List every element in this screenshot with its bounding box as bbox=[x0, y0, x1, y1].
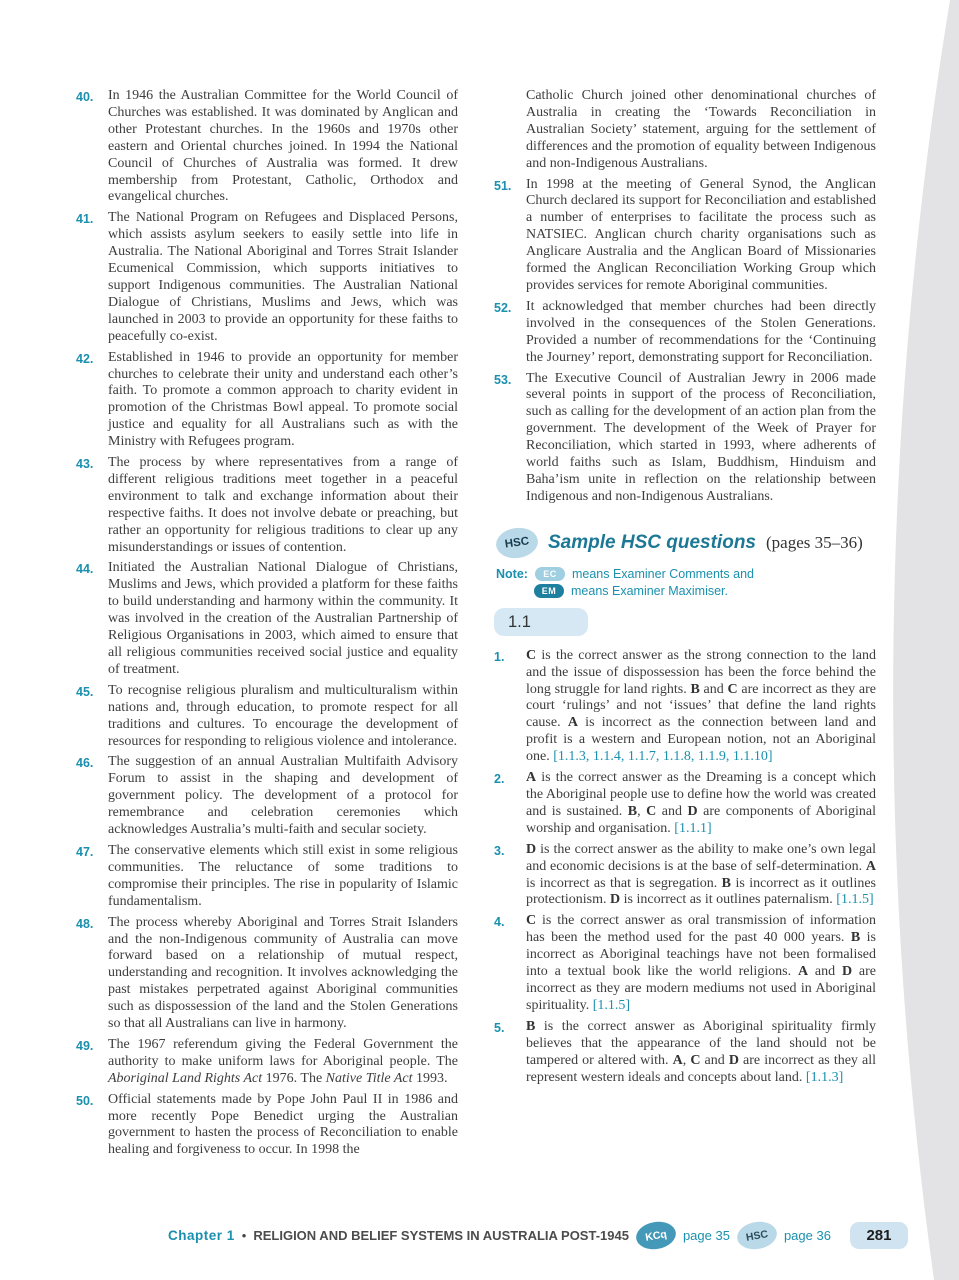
answer-number: 40. bbox=[76, 90, 94, 104]
text-run: C bbox=[727, 681, 738, 697]
hsc-answers-list bbox=[494, 648, 876, 1087]
text-run: is the correct answer as oral transmission of information has been the method used for the past 40 000 years. bbox=[526, 913, 876, 946]
text-run: The National Program on Refugees and Displaced Persons, which assists asylum seekers to easily settle into life in Australia. The National Aboriginal and Torres Strait Islander Ecumenical Commission, which supports initiatives to support Indigenous communities. The Australian National Dialogue of Christians, Muslims and Jews, which was launched in 2003 to provide an opportunity for these faiths to peacefully co-exist. bbox=[108, 210, 458, 344]
answer-text bbox=[108, 455, 458, 556]
text-run: are incorrect as they are court ‘rulings’ and not ‘issues’ that define the land rights cause. bbox=[526, 681, 876, 731]
hsc-badge: HSC bbox=[494, 525, 540, 561]
page-number: 281 bbox=[850, 1222, 908, 1249]
text-run: B bbox=[690, 681, 700, 697]
text-run: and bbox=[700, 1052, 729, 1068]
answer-number: 41. bbox=[76, 212, 94, 227]
answer-number: 3. bbox=[494, 843, 505, 858]
chapter-label: Chapter 1 bbox=[168, 1228, 235, 1243]
answer-number: 5. bbox=[494, 1020, 505, 1035]
answer-item bbox=[76, 843, 458, 911]
text-run: In 1946 the Australian Committee for the World Council of Churches was established. It was dominated by Anglican and other Protestant churches. In the 1960s and 1970s other eastern and Oriental churches joined. In 1994 the National Council of Churches of Australia was formed. It drew membership from Protestant, Catholic, Orthodox and evangelical churches. bbox=[108, 88, 458, 205]
text-run: C bbox=[690, 1052, 701, 1068]
text-run: A bbox=[672, 1052, 683, 1068]
answer-number: 51. bbox=[494, 178, 512, 193]
answer-text bbox=[526, 913, 876, 1014]
text-run: is the correct answer as the ability to make one’s own legal and economic decisions is at the base of self-determination. bbox=[526, 841, 876, 874]
syllabus-reference: [1.1.5] bbox=[836, 892, 874, 908]
text-run: is incorrect as Aboriginal teachings have not been formalised into a textual book like the world religions. bbox=[526, 930, 876, 980]
examiner-comments-badge: EC bbox=[535, 567, 565, 581]
answer-item bbox=[494, 913, 876, 1014]
hsc-page-ref: page 36 bbox=[783, 1228, 831, 1243]
chapter-title: RELIGION AND BELIEF SYSTEMS IN AUSTRALIA POST-1945 bbox=[253, 1228, 629, 1243]
syllabus-reference: [1.1.1] bbox=[674, 820, 712, 836]
hsc-section-header bbox=[496, 528, 876, 558]
text-run: and bbox=[808, 964, 842, 980]
answer-number: 43. bbox=[76, 457, 94, 472]
hsc-footer-badge: HSC bbox=[735, 1219, 779, 1253]
answer-item bbox=[494, 842, 876, 910]
answer-text bbox=[108, 560, 458, 678]
answer-text bbox=[108, 754, 458, 839]
answer-item bbox=[494, 770, 876, 838]
text-run: The process whereby Aboriginal and Torres Strait Islanders and the non-Indigenous community of Australia can move forward based on a relationship of mutual respect, understanding and recognition. It involves acknowledging the past mistakes perpetrated against Aboriginal communities such as dispossession of the land and the Stolen Generations so that all Australians can live in harmony. bbox=[108, 914, 458, 1032]
examiner-comments-text: means Examiner Comments and bbox=[571, 566, 754, 581]
answer-text bbox=[108, 683, 458, 751]
answer-item bbox=[76, 210, 458, 345]
page-footer bbox=[168, 1222, 908, 1249]
text-run: C bbox=[526, 647, 537, 663]
text-run: Native Title Act bbox=[325, 1070, 413, 1086]
answer-item bbox=[76, 560, 458, 678]
text-run: Aboriginal Land Rights Act bbox=[108, 1070, 263, 1086]
text-run: is incorrect as it outlines protectionism. bbox=[526, 875, 877, 908]
note-label: Note: bbox=[496, 566, 528, 581]
text-run: In 1998 at the meeting of General Synod, the Anglican Church declared its support for Reconciliation and established a number of enterprises to facilitate the process such as NATSIEC. Anglican church charity organisations such as Anglicare Australia and the Anglican Board of Missionaries formed the Anglican Reconciliation Working Group which provides services for remote Aboriginal communities. bbox=[526, 176, 876, 293]
answer-number: 53. bbox=[494, 372, 512, 387]
text-run: Established in 1946 to provide an opportunity for member churches to celebrate their unity and understand each other’s faith. To promote a common approach to charity evident in promotion of the Christmas Bowl appeal. To promote social justice and equality for all Australians such as with the Ministry with Refugees program. bbox=[108, 349, 458, 450]
hsc-section-pages: (pages 35–36) bbox=[766, 532, 863, 552]
text-run: is incorrect as that is segregation. bbox=[526, 875, 722, 891]
text-run: are incorrect as they all represent western ideals and concepts about land. bbox=[526, 1052, 877, 1085]
answer-item bbox=[76, 683, 458, 751]
answer-text bbox=[526, 648, 876, 766]
note-line-em bbox=[534, 584, 876, 598]
answer-item bbox=[76, 350, 458, 451]
text-run: 1976. The bbox=[262, 1070, 326, 1086]
text-run: , bbox=[682, 1052, 691, 1068]
text-run: Catholic Church joined other denominational churches of Australia in creating the ‘Towards Reconciliation in Australian Society’ statement, arguing for the settlement of differences and the promotion of equality between Indigenous and non-Indigenous Australians. bbox=[526, 88, 876, 171]
text-run: is the correct answer as the Dreaming is a concept which the Aboriginal people use to define how the world was created and is sustained. bbox=[526, 770, 876, 819]
answer-text bbox=[108, 88, 458, 206]
text-run: and bbox=[699, 681, 728, 697]
answers-right-list bbox=[494, 177, 876, 506]
text-run: C bbox=[646, 803, 657, 819]
answer-item bbox=[494, 177, 876, 295]
text-run: A bbox=[526, 770, 537, 786]
footer-bullet: • bbox=[241, 1228, 247, 1243]
text-run: A bbox=[865, 858, 876, 874]
answer-text bbox=[108, 1092, 458, 1160]
section-1-1-badge: 1.1 bbox=[494, 608, 588, 636]
answer-text bbox=[526, 299, 876, 367]
answer-text bbox=[526, 1019, 876, 1087]
answer-number: 52. bbox=[494, 300, 512, 315]
answer-number: 4. bbox=[494, 915, 505, 930]
examiner-maximiser-badge: EM bbox=[534, 584, 564, 598]
answer-text bbox=[526, 177, 876, 295]
answer-item bbox=[76, 915, 458, 1033]
text-run: is the correct answer as Aboriginal spirituality firmly believes that the appearance of the land should not be tampered or altered with. bbox=[526, 1018, 876, 1068]
text-run: B bbox=[850, 930, 861, 946]
kcq-page-ref: page 35 bbox=[682, 1228, 730, 1243]
text-run: D bbox=[728, 1052, 739, 1068]
syllabus-reference: [1.1.3] bbox=[805, 1069, 844, 1085]
answer-item bbox=[494, 648, 876, 766]
answer-item bbox=[76, 1037, 458, 1088]
text-run: B bbox=[627, 803, 638, 819]
text-run: is the correct answer as the strong connection to the land and the issue of dispossession has been the force behind the long struggle for land rights. bbox=[526, 647, 876, 697]
answer-text bbox=[108, 1037, 458, 1088]
answers-column-left bbox=[76, 88, 458, 1163]
text-run: It acknowledged that member churches had been directly involved in the consequences of the Stolen Generations. Provided a number of recommendations for the ‘Continuing the Journey’ report, demonstrating support for Reconciliation. bbox=[526, 298, 876, 365]
answer-text bbox=[526, 770, 876, 838]
note-block bbox=[496, 567, 876, 598]
text-run: The Executive Council of Australian Jewry in 2006 made several points in support of the process of Reconciliation, such as calling for the development of an action plan from the government. The development of the Week of Prayer for Reconciliation, which started in 1993, where adherents of world faiths such as Islam, Buddhism, Hinduism and Baha’ism unite in reflection on the relationship between Indigenous and non-Indigenous Australians. bbox=[526, 370, 876, 504]
text-run: D bbox=[610, 892, 621, 908]
text-run: The process by where representatives from a range of different religious traditions meet together in a peaceful environment to talk and exchange information about their respective faiths. It does not involve debate or preaching, but rather an opportunity for religious traditions to clear up any misunderstandings or issues of contention. bbox=[108, 455, 458, 555]
text-run: C bbox=[526, 913, 537, 929]
hsc-section-title: Sample HSC questions bbox=[548, 531, 756, 553]
answer-item bbox=[494, 1019, 876, 1087]
text-run: 1993. bbox=[412, 1070, 448, 1086]
text-run: D bbox=[526, 841, 537, 857]
answer-number: 42. bbox=[76, 351, 94, 366]
answer-number: 46. bbox=[76, 756, 94, 771]
text-run: D bbox=[841, 964, 853, 980]
answer-number: 45. bbox=[76, 684, 94, 699]
answer-text bbox=[108, 843, 458, 911]
answer-text bbox=[108, 915, 458, 1033]
answer-number: 49. bbox=[76, 1038, 94, 1053]
answer-number: 47. bbox=[76, 844, 94, 859]
text-run: B bbox=[721, 875, 732, 891]
answer-text bbox=[108, 350, 458, 451]
text-run: A bbox=[797, 964, 809, 980]
kcq-badge: KCq bbox=[634, 1219, 678, 1253]
text-run: The suggestion of an annual Australian Multifaith Advisory Forum to assist in the shaping and development of government policy. The development of a protocol for remembrance and celebration ceremonies which acknowledges Australia’s multi-faith and secular society. bbox=[108, 754, 458, 838]
answer-item bbox=[76, 1092, 458, 1160]
syllabus-reference: [1.1.3, 1.1.4, 1.1.7, 1.1.8, 1.1.9, 1.1.10] bbox=[553, 749, 773, 765]
text-run: is incorrect as it outlines paternalism. bbox=[620, 892, 837, 908]
note-line-ec bbox=[496, 567, 876, 581]
answer-number: 50. bbox=[76, 1093, 94, 1108]
text-run: are components of Aboriginal worship and organisation. bbox=[526, 803, 877, 836]
answer-number: 48. bbox=[76, 916, 94, 931]
answer-text bbox=[526, 842, 876, 910]
answer-50-continuation bbox=[526, 88, 876, 173]
text-run: A bbox=[567, 715, 578, 731]
answer-number: 1. bbox=[494, 649, 505, 664]
answer-text bbox=[108, 210, 458, 345]
text-run: , bbox=[637, 803, 647, 819]
answer-item bbox=[76, 754, 458, 839]
text-run: are incorrect as they are modern mediums not used in Aboriginal spirituality. bbox=[526, 964, 877, 1013]
answer-item bbox=[76, 88, 458, 206]
text-run: To recognise religious pluralism and multiculturalism within nations and, through education, to promote respect for all traditions and cultures. To encourage the development of resources for responding to religious violence and intolerance. bbox=[108, 682, 458, 749]
answer-text bbox=[526, 371, 876, 506]
answers-column-right bbox=[494, 88, 876, 1090]
answer-item bbox=[76, 455, 458, 556]
text-run: Official statements made by Pope John Paul II in 1986 and more recently Pope Benedict urging the Australian government to hasten the process of Reconciliation to enable healing and forgiveness to occur. In 1998 the bbox=[108, 1091, 458, 1158]
answer-number: 44. bbox=[76, 562, 94, 577]
text-run: The 1967 referendum giving the Federal Government the authority to make uniform laws for Aboriginal people. The bbox=[108, 1036, 458, 1069]
text-run: is incorrect as the connection between land and profit is a western and European notion, not an Aboriginal one. bbox=[526, 715, 877, 765]
examiner-maximiser-text: means Examiner Maximiser. bbox=[571, 583, 728, 598]
syllabus-reference: [1.1.5] bbox=[592, 997, 631, 1013]
answer-item bbox=[494, 299, 876, 367]
text-run: and bbox=[656, 803, 688, 819]
answer-item bbox=[494, 371, 876, 506]
answer-number: 2. bbox=[494, 772, 505, 787]
text-run: D bbox=[687, 803, 698, 819]
text-run: The conservative elements which still exist in some religious communities. The reluctance of some traditions to compromise their principles. The rise in popularity of Islamic fundamentalism. bbox=[108, 842, 458, 909]
text-run: Initiated the Australian National Dialogue of Christians, Muslims and Jews, which provided a platform for these faiths to build understanding and harmony within the community. It was involved in the creation of the Australian Partnership of Religious Organisations in 2003, which aimed to ensure that all religious communities received social justice and equality of treatment. bbox=[108, 560, 458, 677]
text-run: B bbox=[526, 1018, 536, 1034]
